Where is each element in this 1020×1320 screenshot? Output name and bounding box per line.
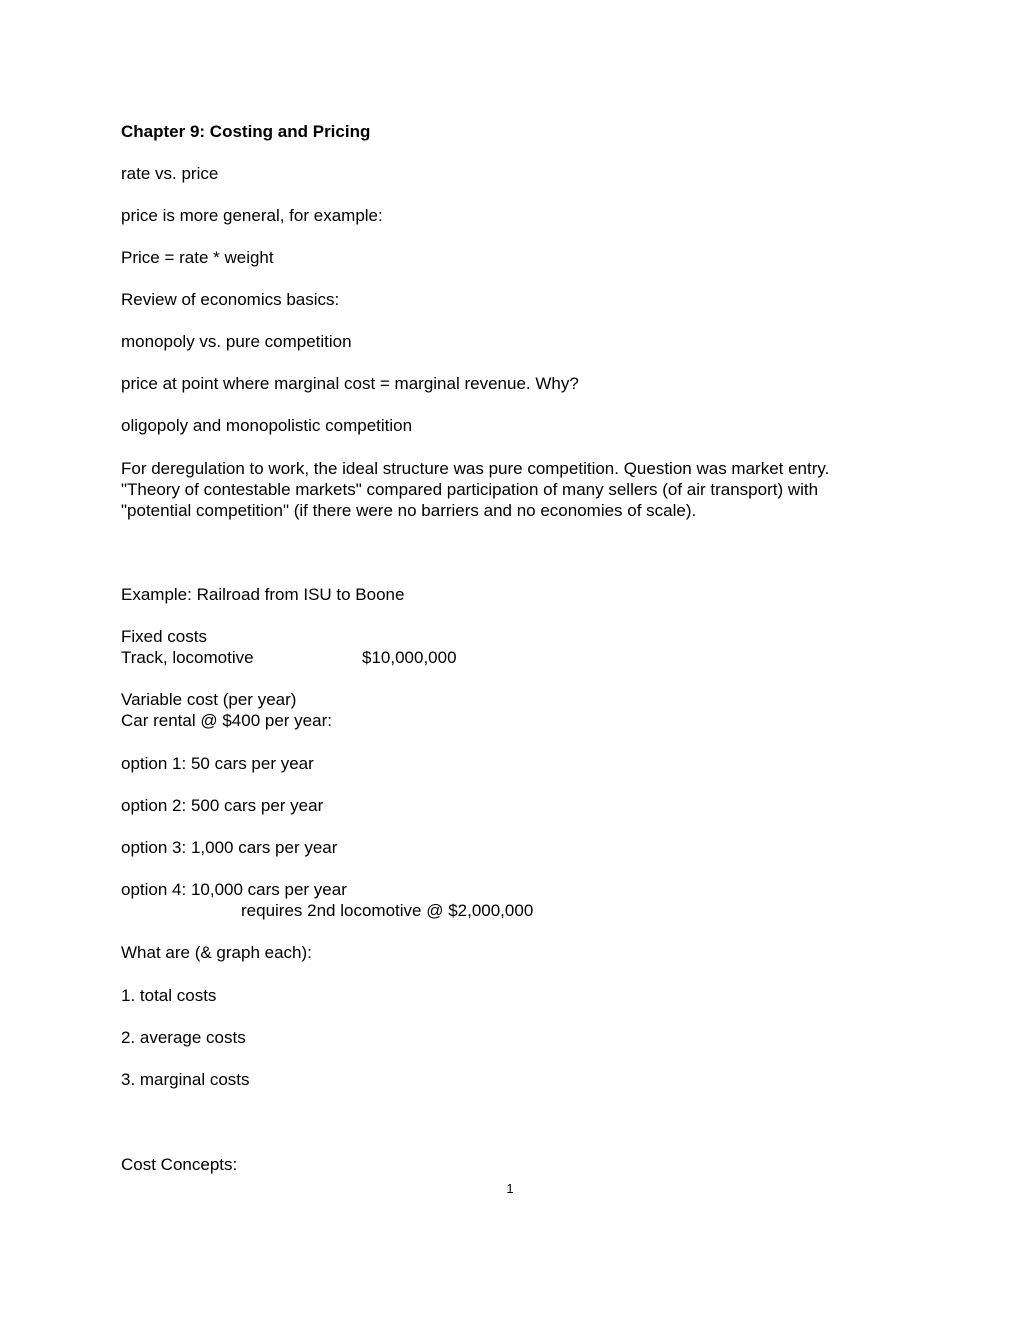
option-1: option 1: 50 cars per year (121, 754, 314, 773)
example-title: Example: Railroad from ISU to Boone (121, 585, 405, 604)
option-3: option 3: 1,000 cars per year (121, 838, 338, 857)
paragraph-price-general: price is more general, for example: (121, 206, 383, 225)
paragraph-economics-review: Review of economics basics: (121, 290, 340, 309)
question-marginal-costs: 3. marginal costs (121, 1070, 250, 1089)
paragraph-rate-vs-price: rate vs. price (121, 164, 219, 183)
chapter-heading: Chapter 9: Costing and Pricing (121, 122, 371, 141)
deregulation-line-1: For deregulation to work, the ideal structure was pure competition. Question was market entry. (121, 459, 830, 478)
paragraph-monopoly: monopoly vs. pure competition (121, 332, 352, 351)
option-2: option 2: 500 cars per year (121, 796, 324, 815)
cost-concepts-heading: Cost Concepts: (121, 1155, 238, 1174)
deregulation-line-2: "Theory of contestable markets" compared participation of many sellers (of air transport) with (121, 480, 819, 499)
option-4-note: requires 2nd locomotive @ $2,000,000 (241, 901, 534, 920)
variable-cost-label: Variable cost (per year) (121, 690, 297, 709)
variable-cost-item: Car rental @ $400 per year: (121, 711, 332, 730)
question-average-costs: 2. average costs (121, 1028, 246, 1047)
option-4: option 4: 10,000 cars per year (121, 880, 347, 899)
deregulation-line-3: "potential competition" (if there were no barriers and no economies of scale). (121, 501, 697, 520)
paragraph-price-formula: Price = rate * weight (121, 248, 274, 267)
fixed-costs-item: Track, locomotive (121, 648, 254, 667)
paragraph-marginal-cost: price at point where marginal cost = marginal revenue. Why? (121, 374, 579, 393)
question-prompt: What are (& graph each): (121, 943, 312, 962)
fixed-costs-amount: $10,000,000 (362, 648, 457, 667)
question-total-costs: 1. total costs (121, 986, 217, 1005)
paragraph-oligopoly: oligopoly and monopolistic competition (121, 416, 413, 435)
page-number: 1 (506, 1181, 514, 1196)
fixed-costs-label: Fixed costs (121, 627, 207, 646)
